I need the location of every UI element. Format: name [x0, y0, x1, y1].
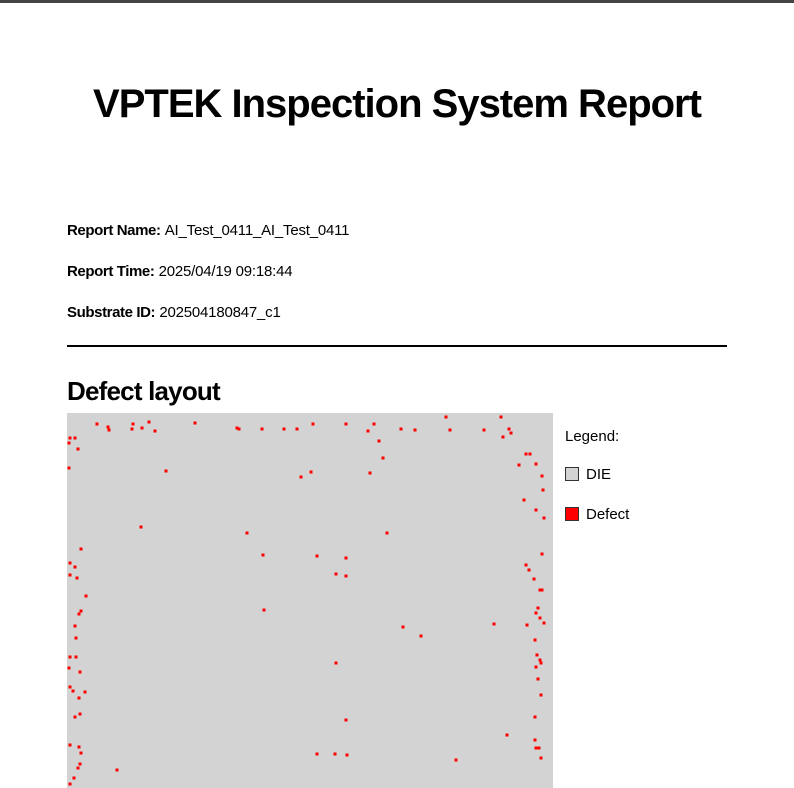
defect-marker [85, 595, 88, 598]
defect-map-canvas [67, 413, 553, 788]
defect-marker [68, 467, 71, 470]
defect-marker [414, 429, 417, 432]
defect-map [67, 413, 553, 788]
defect-marker [540, 662, 543, 665]
defect-marker [154, 430, 157, 433]
defect-marker [246, 532, 249, 535]
defect-marker [369, 472, 372, 475]
defect-marker [79, 671, 82, 674]
defect-marker [445, 416, 448, 419]
defect-marker [518, 464, 521, 467]
defect-marker [535, 612, 538, 615]
defect-marker [541, 589, 544, 592]
defect-marker [502, 436, 505, 439]
report-time-label: Report Time: [67, 263, 155, 280]
defect-marker [543, 517, 546, 520]
defect-marker [386, 532, 389, 535]
defect-marker [262, 554, 265, 557]
defect-marker [500, 416, 503, 419]
defect-marker [108, 429, 111, 432]
defect-marker [540, 757, 543, 760]
legend-die-label: DIE [586, 466, 612, 483]
defect-marker [529, 453, 532, 456]
defect-marker [76, 577, 79, 580]
defect-marker [345, 719, 348, 722]
defect-marker [526, 624, 529, 627]
defect-marker [528, 569, 531, 572]
defect-marker [77, 767, 80, 770]
defect-marker [537, 678, 540, 681]
defect-marker [107, 426, 110, 429]
defect-marker [537, 607, 540, 610]
defect-marker [402, 626, 405, 629]
defect-marker [238, 428, 241, 431]
defect-marker [539, 617, 542, 620]
defect-marker [455, 759, 458, 762]
defect-marker [75, 637, 78, 640]
defect-marker [543, 622, 546, 625]
defect-marker [534, 639, 537, 642]
defect-marker [367, 430, 370, 433]
defect-marker [77, 448, 80, 451]
defect-marker [148, 421, 151, 424]
defect-marker [541, 553, 544, 556]
defect-marker [539, 659, 542, 662]
defect-marker [74, 716, 77, 719]
substrate-id-value: 202504180847_c1 [159, 304, 281, 321]
die-swatch-icon [565, 467, 579, 481]
defect-marker [116, 769, 119, 772]
legend-defect-label: Defect [586, 506, 630, 523]
defect-marker [80, 548, 83, 551]
defect-marker [346, 754, 349, 757]
defect-marker [69, 574, 72, 577]
defect-marker [316, 753, 319, 756]
defect-marker [345, 575, 348, 578]
defect-marker [538, 747, 541, 750]
defect-marker [535, 666, 538, 669]
defect-marker [74, 566, 77, 569]
substrate-id-row [67, 304, 281, 321]
defect-marker [165, 470, 168, 473]
defect-marker [483, 429, 486, 432]
defect-marker [78, 746, 81, 749]
defect-marker [263, 609, 266, 612]
defect-marker [535, 463, 538, 466]
defect-marker [79, 763, 82, 766]
defect-marker [68, 442, 71, 445]
defect-marker [345, 423, 348, 426]
report-name-row [67, 222, 349, 239]
defect-marker [300, 476, 303, 479]
defect-marker [69, 783, 72, 786]
defect-marker [525, 564, 528, 567]
defect-marker [310, 471, 313, 474]
defect-marker [334, 753, 337, 756]
defect-marker [382, 457, 385, 460]
defect-marker [78, 613, 81, 616]
substrate-id-label: Substrate ID: [67, 304, 156, 321]
legend [565, 426, 630, 523]
defect-marker [533, 578, 536, 581]
top-border [0, 0, 794, 3]
section-divider [67, 345, 727, 347]
legend-item-defect [565, 506, 629, 524]
report-name-value: AI_Test_0411_AI_Test_0411 [164, 222, 350, 239]
defect-marker [540, 694, 543, 697]
defect-marker [84, 691, 87, 694]
defect-marker [541, 475, 544, 478]
defect-marker [69, 656, 72, 659]
defect-marker [80, 752, 83, 755]
defect-marker [69, 686, 72, 689]
defect-marker [141, 427, 144, 430]
report-title: VPTEK Inspection System Report [93, 82, 701, 126]
defect-marker [508, 428, 511, 431]
defect-marker [69, 437, 72, 440]
die-area [67, 413, 553, 788]
defect-marker [73, 777, 76, 780]
defect-marker [261, 428, 264, 431]
report-time-row [67, 263, 292, 280]
defect-marker [523, 499, 526, 502]
defect-marker [535, 747, 538, 750]
defect-layout-heading: Defect layout [67, 376, 220, 406]
report-time-value: 2025/04/19 09:18:44 [158, 263, 293, 280]
defect-marker [525, 453, 528, 456]
defect-marker [345, 557, 348, 560]
defect-marker [75, 656, 78, 659]
report-name-label: Report Name: [67, 222, 161, 239]
defect-marker [534, 739, 537, 742]
defect-marker [74, 437, 77, 440]
defect-marker [296, 428, 299, 431]
defect-marker [74, 625, 77, 628]
defect-marker [132, 423, 135, 426]
defect-swatch-icon [565, 507, 579, 521]
defect-marker [335, 662, 338, 665]
defect-marker [72, 690, 75, 693]
defect-marker [378, 440, 381, 443]
defect-marker [510, 432, 513, 435]
defect-marker [140, 526, 143, 529]
defect-marker [283, 428, 286, 431]
defect-marker [79, 713, 82, 716]
defect-marker [131, 428, 134, 431]
defect-marker [373, 423, 376, 426]
defect-marker [316, 555, 319, 558]
legend-title: Legend: [565, 428, 620, 445]
defect-marker [69, 744, 72, 747]
defect-marker [449, 429, 452, 432]
defect-marker [312, 423, 315, 426]
defect-marker [194, 422, 197, 425]
defect-marker [493, 623, 496, 626]
defect-marker [68, 667, 71, 670]
defect-marker [420, 635, 423, 638]
defect-marker [536, 654, 539, 657]
defect-marker [335, 573, 338, 576]
defect-marker [78, 697, 81, 700]
defect-marker [535, 509, 538, 512]
legend-item-die [565, 466, 611, 484]
defect-marker [534, 716, 537, 719]
defect-marker [542, 489, 545, 492]
defect-marker [80, 610, 83, 613]
defect-marker [506, 734, 509, 737]
defect-marker [400, 428, 403, 431]
defect-marker [96, 423, 99, 426]
defect-marker [69, 562, 72, 565]
